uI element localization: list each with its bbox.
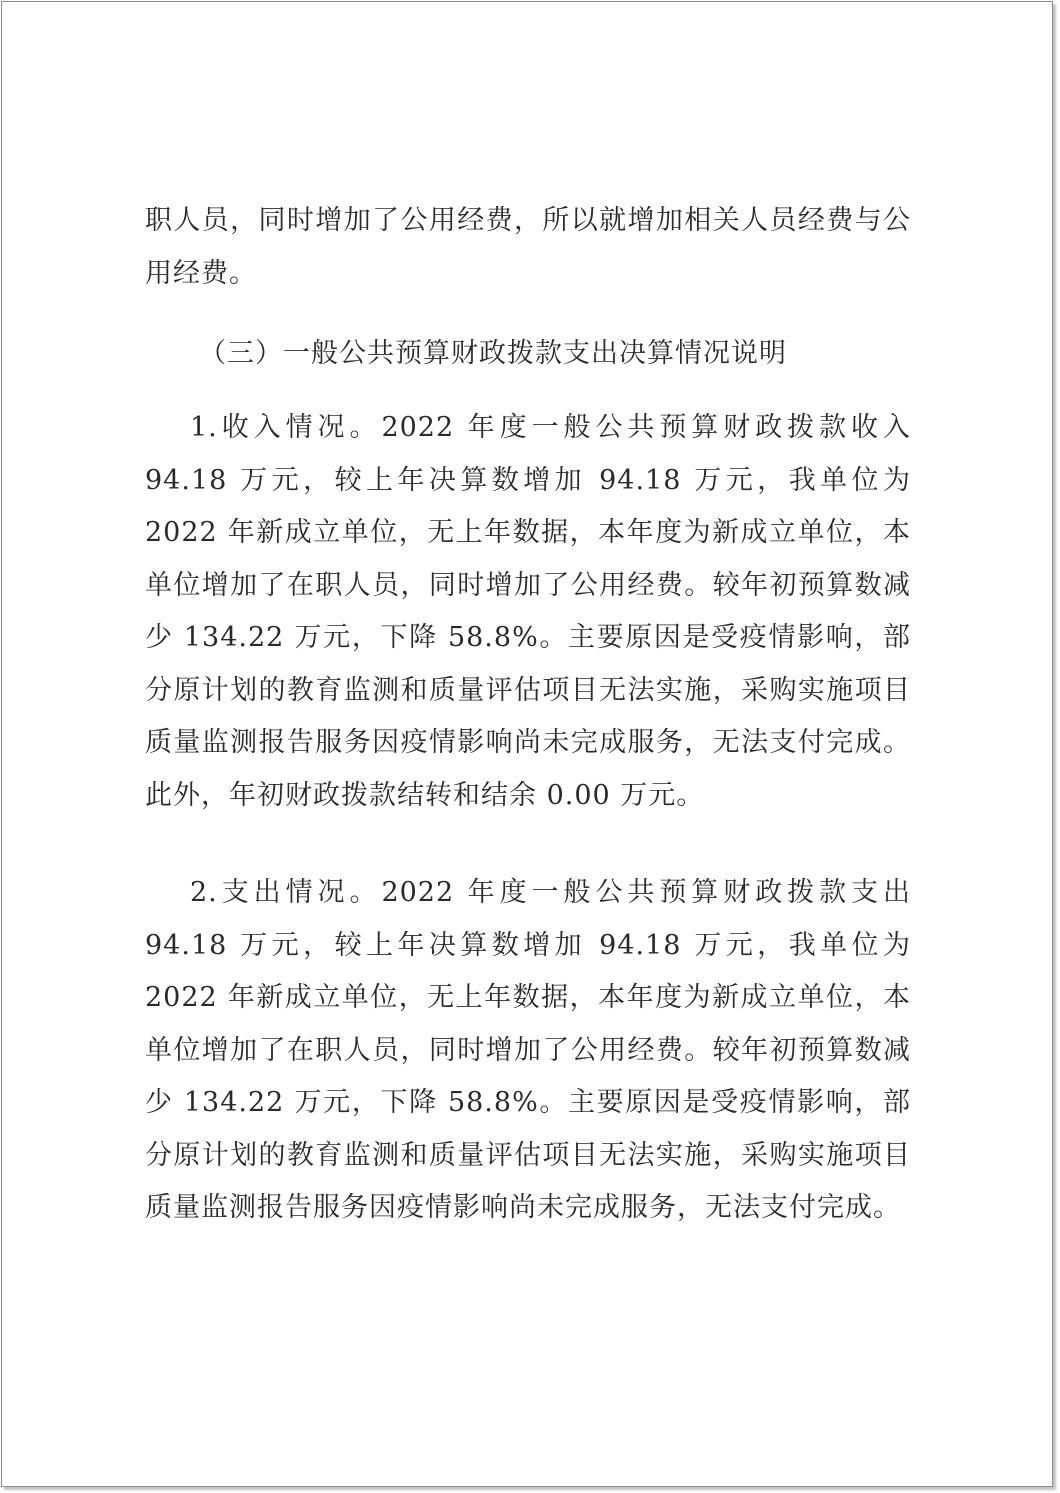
document-page — [1, 1, 1053, 1487]
section-heading: （三）一般公共预算财政拨款支出决算情况说明 — [199, 338, 787, 369]
paragraph-continuation: 职人员，同时增加了公用经费，所以就增加相关人员经费与公用经费。 — [145, 205, 911, 289]
paragraph-expenditure: 2.支出情况。2022 年度一般公共预算财政拨款支出 94.18 万元，较上年决算数增加 94.18 万元，我单位为 2022 年新成立单位，无上年数据，本年度为新成立单位，本单位增加了在职人员，同时增加了公用经费。较年初预算数减少 134.22 万元，下降 58.8%。主要原因是受疫情影响，部分原计划的教育监测和质量评估项目无法实施，采购实施项目质量监测报告服务因疫情影响尚未完成服务，无法支付完成。 — [145, 877, 911, 1223]
paragraph-income: 1.收入情况。2022 年度一般公共预算财政拨款收入 94.18 万元，较上年决算数增加 94.18 万元，我单位为 2022 年新成立单位，无上年数据，本年度为新成立单位，本单位增加了在职人员，同时增加了公用经费。较年初预算数减少 134.22 万元，下降 58.8%。主要原因是受疫情影响，部分原计划的教育监测和质量评估项目无法实施，采购实施项目质量监测报告服务因疫情影响尚未完成服务，无法支付完成。此外，年初财政拨款结转和结余 0.00 万元。 — [145, 412, 911, 811]
